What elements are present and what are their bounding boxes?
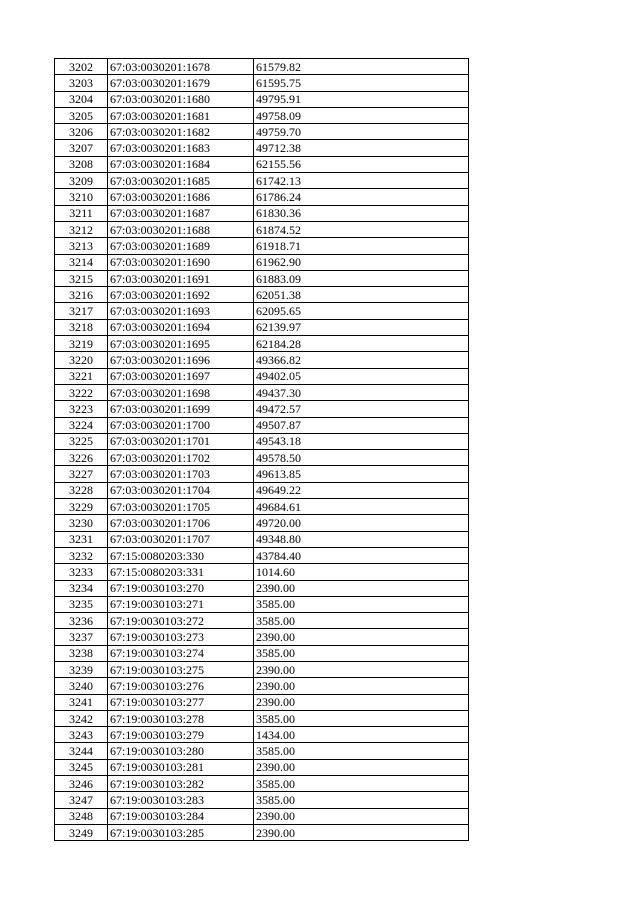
table-row <box>55 238 469 254</box>
row-number: 3248 <box>55 808 108 824</box>
table-row <box>55 547 469 563</box>
row-number: 3206 <box>55 124 108 140</box>
table-row <box>55 59 469 75</box>
cadastral-number: 67:19:0030103:274 <box>108 645 254 661</box>
row-number: 3207 <box>55 140 108 156</box>
table-row <box>55 613 469 629</box>
table-row <box>55 189 469 205</box>
cadastral-value: 49437.30 <box>254 384 469 400</box>
table-row <box>55 776 469 792</box>
table-row <box>55 515 469 531</box>
cadastral-value: 49720.00 <box>254 515 469 531</box>
table-row <box>55 499 469 515</box>
cadastral-value: 49472.57 <box>254 401 469 417</box>
row-number: 3209 <box>55 173 108 189</box>
row-number: 3222 <box>55 384 108 400</box>
cadastral-value: 49759.70 <box>254 124 469 140</box>
cadastral-value: 49543.18 <box>254 433 469 449</box>
cadastral-number: 67:19:0030103:270 <box>108 580 254 596</box>
cadastral-value: 49684.61 <box>254 499 469 515</box>
cadastral-value-table <box>54 58 469 841</box>
cadastral-value: 62155.56 <box>254 156 469 172</box>
cadastral-value: 3585.00 <box>254 645 469 661</box>
table-row <box>55 254 469 270</box>
row-number: 3240 <box>55 678 108 694</box>
cadastral-value: 2390.00 <box>254 678 469 694</box>
table-row <box>55 824 469 840</box>
cadastral-value: 62184.28 <box>254 336 469 352</box>
cadastral-number: 67:03:0030201:1696 <box>108 352 254 368</box>
cadastral-number: 67:03:0030201:1687 <box>108 205 254 221</box>
row-number: 3246 <box>55 776 108 792</box>
cadastral-value: 61786.24 <box>254 189 469 205</box>
cadastral-value: 49507.87 <box>254 417 469 433</box>
row-number: 3226 <box>55 450 108 466</box>
row-number: 3224 <box>55 417 108 433</box>
cadastral-value: 62139.97 <box>254 319 469 335</box>
cadastral-value: 3585.00 <box>254 710 469 726</box>
table-row <box>55 580 469 596</box>
cadastral-number: 67:19:0030103:278 <box>108 710 254 726</box>
cadastral-value: 43784.40 <box>254 547 469 563</box>
row-number: 3228 <box>55 482 108 498</box>
cadastral-value: 49795.91 <box>254 91 469 107</box>
row-number: 3215 <box>55 270 108 286</box>
row-number: 3241 <box>55 694 108 710</box>
cadastral-number: 67:03:0030201:1678 <box>108 59 254 75</box>
row-number: 3227 <box>55 466 108 482</box>
cadastral-number: 67:19:0030103:277 <box>108 694 254 710</box>
cadastral-number: 67:03:0030201:1702 <box>108 450 254 466</box>
cadastral-number: 67:03:0030201:1693 <box>108 303 254 319</box>
row-number: 3221 <box>55 368 108 384</box>
cadastral-value: 49402.05 <box>254 368 469 384</box>
cadastral-value: 61918.71 <box>254 238 469 254</box>
row-number: 3223 <box>55 401 108 417</box>
cadastral-number: 67:03:0030201:1690 <box>108 254 254 270</box>
cadastral-value: 2390.00 <box>254 808 469 824</box>
cadastral-value: 49348.80 <box>254 531 469 547</box>
row-number: 3220 <box>55 352 108 368</box>
table-row <box>55 124 469 140</box>
cadastral-number: 67:03:0030201:1694 <box>108 319 254 335</box>
table-row <box>55 287 469 303</box>
table-row <box>55 645 469 661</box>
row-number: 3237 <box>55 629 108 645</box>
cadastral-value: 3585.00 <box>254 776 469 792</box>
table-row <box>55 727 469 743</box>
table-row <box>55 743 469 759</box>
row-number: 3230 <box>55 515 108 531</box>
table-row <box>55 629 469 645</box>
table-row <box>55 221 469 237</box>
cadastral-value: 2390.00 <box>254 694 469 710</box>
cadastral-number: 67:03:0030201:1698 <box>108 384 254 400</box>
row-number: 3213 <box>55 238 108 254</box>
row-number: 3205 <box>55 107 108 123</box>
table-row <box>55 173 469 189</box>
table-row <box>55 303 469 319</box>
row-number: 3208 <box>55 156 108 172</box>
cadastral-value: 49578.50 <box>254 450 469 466</box>
cadastral-number: 67:03:0030201:1686 <box>108 189 254 205</box>
row-number: 3233 <box>55 564 108 580</box>
table-row <box>55 564 469 580</box>
row-number: 3249 <box>55 824 108 840</box>
row-number: 3232 <box>55 547 108 563</box>
cadastral-number: 67:19:0030103:275 <box>108 661 254 677</box>
cadastral-number: 67:19:0030103:276 <box>108 678 254 694</box>
row-number: 3219 <box>55 336 108 352</box>
table-row <box>55 336 469 352</box>
table-row <box>55 140 469 156</box>
cadastral-value: 61742.13 <box>254 173 469 189</box>
table-row <box>55 384 469 400</box>
row-number: 3242 <box>55 710 108 726</box>
cadastral-number: 67:03:0030201:1679 <box>108 75 254 91</box>
cadastral-number: 67:19:0030103:273 <box>108 629 254 645</box>
table-row <box>55 352 469 368</box>
cadastral-number: 67:03:0030201:1695 <box>108 336 254 352</box>
table-row <box>55 792 469 808</box>
table-row <box>55 75 469 91</box>
cadastral-value: 3585.00 <box>254 792 469 808</box>
row-number: 3236 <box>55 613 108 629</box>
cadastral-number: 67:03:0030201:1689 <box>108 238 254 254</box>
cadastral-number: 67:03:0030201:1684 <box>108 156 254 172</box>
cadastral-number: 67:19:0030103:284 <box>108 808 254 824</box>
table-row <box>55 156 469 172</box>
cadastral-number: 67:03:0030201:1692 <box>108 287 254 303</box>
row-number: 3217 <box>55 303 108 319</box>
table-row <box>55 808 469 824</box>
cadastral-number: 67:03:0030201:1682 <box>108 124 254 140</box>
table-row <box>55 661 469 677</box>
table-row <box>55 107 469 123</box>
cadastral-value: 61830.36 <box>254 205 469 221</box>
table-row <box>55 205 469 221</box>
cadastral-value: 61595.75 <box>254 75 469 91</box>
cadastral-number: 67:03:0030201:1685 <box>108 173 254 189</box>
cadastral-number: 67:03:0030201:1701 <box>108 433 254 449</box>
table-row <box>55 368 469 384</box>
cadastral-number: 67:03:0030201:1700 <box>108 417 254 433</box>
table-row <box>55 319 469 335</box>
row-number: 3235 <box>55 596 108 612</box>
table-row <box>55 482 469 498</box>
cadastral-number: 67:03:0030201:1691 <box>108 270 254 286</box>
table-row <box>55 678 469 694</box>
cadastral-value: 49649.22 <box>254 482 469 498</box>
cadastral-value: 2390.00 <box>254 759 469 775</box>
cadastral-value: 2390.00 <box>254 580 469 596</box>
row-number: 3218 <box>55 319 108 335</box>
cadastral-number: 67:19:0030103:279 <box>108 727 254 743</box>
cadastral-number: 67:15:0080203:331 <box>108 564 254 580</box>
row-number: 3229 <box>55 499 108 515</box>
cadastral-number: 67:03:0030201:1706 <box>108 515 254 531</box>
cadastral-number: 67:19:0030103:283 <box>108 792 254 808</box>
cadastral-value: 61962.90 <box>254 254 469 270</box>
cadastral-value: 49758.09 <box>254 107 469 123</box>
row-number: 3203 <box>55 75 108 91</box>
row-number: 3214 <box>55 254 108 270</box>
cadastral-number: 67:19:0030103:285 <box>108 824 254 840</box>
cadastral-number: 67:19:0030103:281 <box>108 759 254 775</box>
row-number: 3210 <box>55 189 108 205</box>
cadastral-number: 67:03:0030201:1707 <box>108 531 254 547</box>
row-number: 3216 <box>55 287 108 303</box>
table-row <box>55 450 469 466</box>
cadastral-number: 67:03:0030201:1681 <box>108 107 254 123</box>
cadastral-value: 2390.00 <box>254 824 469 840</box>
cadastral-value: 49366.82 <box>254 352 469 368</box>
cadastral-number: 67:15:0080203:330 <box>108 547 254 563</box>
cadastral-value: 61874.52 <box>254 221 469 237</box>
row-number: 3211 <box>55 205 108 221</box>
cadastral-number: 67:19:0030103:280 <box>108 743 254 759</box>
row-number: 3245 <box>55 759 108 775</box>
cadastral-value: 1434.00 <box>254 727 469 743</box>
cadastral-number: 67:19:0030103:271 <box>108 596 254 612</box>
cadastral-number: 67:03:0030201:1697 <box>108 368 254 384</box>
cadastral-number: 67:03:0030201:1705 <box>108 499 254 515</box>
cadastral-value: 62095.65 <box>254 303 469 319</box>
row-number: 3212 <box>55 221 108 237</box>
cadastral-value: 2390.00 <box>254 661 469 677</box>
cadastral-number: 67:03:0030201:1704 <box>108 482 254 498</box>
row-number: 3204 <box>55 91 108 107</box>
row-number: 3244 <box>55 743 108 759</box>
table-row <box>55 694 469 710</box>
table-row <box>55 401 469 417</box>
table-body <box>55 59 469 841</box>
row-number: 3231 <box>55 531 108 547</box>
cadastral-value: 1014.60 <box>254 564 469 580</box>
cadastral-value: 49712.38 <box>254 140 469 156</box>
cadastral-number: 67:19:0030103:282 <box>108 776 254 792</box>
table-row <box>55 270 469 286</box>
cadastral-number: 67:03:0030201:1703 <box>108 466 254 482</box>
cadastral-value: 2390.00 <box>254 629 469 645</box>
table-row <box>55 710 469 726</box>
table-row <box>55 466 469 482</box>
row-number: 3202 <box>55 59 108 75</box>
cadastral-value: 3585.00 <box>254 743 469 759</box>
cadastral-number: 67:19:0030103:272 <box>108 613 254 629</box>
cadastral-value: 3585.00 <box>254 613 469 629</box>
cadastral-value: 61883.09 <box>254 270 469 286</box>
table-row <box>55 759 469 775</box>
row-number: 3234 <box>55 580 108 596</box>
table-row <box>55 531 469 547</box>
row-number: 3243 <box>55 727 108 743</box>
row-number: 3247 <box>55 792 108 808</box>
row-number: 3238 <box>55 645 108 661</box>
cadastral-number: 67:03:0030201:1688 <box>108 221 254 237</box>
cadastral-number: 67:03:0030201:1699 <box>108 401 254 417</box>
cadastral-number: 67:03:0030201:1683 <box>108 140 254 156</box>
table-row <box>55 596 469 612</box>
table-row <box>55 417 469 433</box>
row-number: 3225 <box>55 433 108 449</box>
row-number: 3239 <box>55 661 108 677</box>
cadastral-value: 61579.82 <box>254 59 469 75</box>
table-row <box>55 91 469 107</box>
cadastral-value: 62051.38 <box>254 287 469 303</box>
table-row <box>55 433 469 449</box>
cadastral-value: 49613.85 <box>254 466 469 482</box>
cadastral-number: 67:03:0030201:1680 <box>108 91 254 107</box>
cadastral-value: 3585.00 <box>254 596 469 612</box>
